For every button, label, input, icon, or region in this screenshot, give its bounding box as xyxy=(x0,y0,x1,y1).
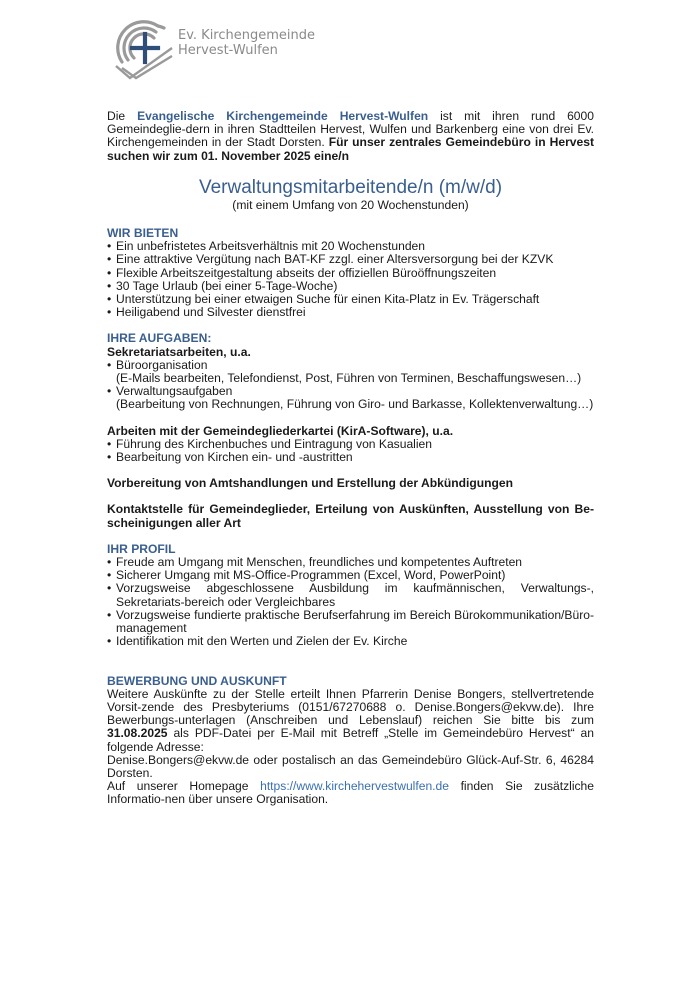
org-line-2: Hervest-Wulfen xyxy=(178,43,278,58)
apply-paragraph-3 xyxy=(107,780,594,806)
intro-paragraph xyxy=(107,110,594,163)
tasks-sub-1: Sekretariatsarbeiten, u.a. xyxy=(107,344,251,359)
profile-list xyxy=(107,556,594,648)
list-item: • Flexible Arbeitszeitgestaltung abseits der offiziellen Büroöffnungszeiten xyxy=(107,267,594,280)
job-posting xyxy=(107,110,594,807)
tasks-sub-3: Vorbereitung von Amtshandlungen und Erstellung der Abkündigungen xyxy=(107,476,514,491)
tasks-heading: IHRE AUFGABEN: xyxy=(107,331,212,346)
list-item: • Eine attraktive Vergütung nach BAT-KF zzgl. einer Altersversorgung bei der KZVK xyxy=(107,253,594,266)
profile-heading: IHR PROFIL xyxy=(107,541,176,556)
tasks-list-2 xyxy=(107,438,594,464)
apply-text: Weitere Auskünfte zu der Stelle erteilt Ihnen Pfarrerin Denise Bongers, stellvertretende Vorsit-zende des Presbyteriums (0151/67270688 o. Denise.Bongers@ekvw.de). Ihre Bewerbungs-unterlagen (Anschreiben und Lebenslauf) reichen Sie bitte bis zum xyxy=(107,686,594,728)
org-name: Evangelische Kirchengemeinde Hervest-Wulfen xyxy=(137,109,429,123)
apply-paragraph-2: Denise.Bongers@ekvw.de oder postalisch an das Gemeindebüro Glück-Auf-Str. 6, 46284 Dorsten. xyxy=(107,752,594,780)
list-item: • Ein unbefristetes Arbeitsverhältnis mit 20 Wochenstunden xyxy=(107,240,594,253)
apply-paragraph-1 xyxy=(107,688,594,754)
task-detail: (Bearbeitung von Rechnungen, Führung von Giro- und Barkasse, Kollektenverwaltung…) xyxy=(116,397,594,412)
task-label: • Büroorganisation xyxy=(116,357,208,372)
intro-bold: Für unser zentrales Gemeindebüro in Hervest suchen wir zum 01. November 2025 eine/n xyxy=(107,135,594,163)
homepage-text-2: finden Sie zusätzliche Informatio-nen über unsere Organisation. xyxy=(107,779,594,807)
apply-text-2: als PDF-Datei per E-Mail mit Betreff „Stelle im Gemeindebüro Hervest“ an folgende Adresse: xyxy=(107,726,594,754)
list-item: • Führung des Kirchenbuches und Eintragung von Kasualien xyxy=(107,438,594,451)
task-detail: (E-Mails bearbeiten, Telefondienst, Post, Führen von Terminen, Beschaffungswesen…) xyxy=(116,371,582,386)
deadline-date: 31.08.2025 xyxy=(107,726,168,741)
list-item: • Sicherer Umgang mit MS-Office-Programmen (Excel, Word, PowerPoint) xyxy=(107,569,594,582)
tasks-sub-4: Kontaktstelle für Gemeindeglieder, Erteilung von Auskünften, Ausstellung von Be-scheinigungen aller Art xyxy=(107,502,594,530)
intro-text-2: ist mit ihren rund 6000 Gemeindeglie-dern in ihren Stadtteilen Hervest, Wulfen und Barkenberg eine von drei Ev. Kirchengemeinden in der Stadt Dorsten. xyxy=(107,109,594,150)
homepage-text: Auf unserer Homepage xyxy=(107,779,261,794)
homepage-link[interactable]: https://www.kirchehervestwulfen.de xyxy=(260,779,449,794)
intro-text: Die xyxy=(107,109,138,123)
job-title: Verwaltungsmitarbeitende/n (m/w/d) xyxy=(198,176,503,198)
list-item: • Unterstützung bei einer etwaigen Suche für einen Kita-Platz in Ev. Trägerschaft xyxy=(107,293,594,306)
list-item: • 30 Tage Urlaub (bei einer 5-Tage-Woche) xyxy=(107,280,594,293)
org-wordmark xyxy=(178,28,315,58)
tasks-sub-2: Arbeiten mit der Gemeindegliederkartei (KirA-Software), u.a. xyxy=(107,423,454,438)
org-line-1: Ev. Kirchengemeinde xyxy=(178,28,315,43)
list-item: • Freude am Umgang mit Menschen, freundliches und kompetentes Auftreten xyxy=(107,556,594,569)
list-item: • Heiligabend und Silvester dienstfrei xyxy=(107,306,594,319)
task-label: • Verwaltungsaufgaben xyxy=(116,384,233,399)
list-item xyxy=(107,359,594,385)
job-subtitle: (mit einem Umfang von 20 Wochenstunden) xyxy=(232,197,469,212)
tasks-list-1 xyxy=(107,359,594,412)
offer-list xyxy=(107,240,594,319)
list-item: • Identifikation mit den Werten und Zielen der Ev. Kirche xyxy=(107,635,594,648)
offer-heading: WIR BIETEN xyxy=(107,226,179,241)
list-item: • Bearbeitung von Kirchen ein- und -austritten xyxy=(107,451,594,464)
list-item xyxy=(107,385,594,411)
list-item: • Vorzugsweise abgeschlossene Ausbildung im kaufmännischen, Verwaltungs-, Sekretariats-bereich oder Vergleichbares xyxy=(107,582,594,608)
list-item: • Vorzugsweise fundierte praktische Berufserfahrung im Bereich Bürokommunikation/Büro-management xyxy=(107,609,594,635)
apply-heading: BEWERBUNG UND AUSKUNFT xyxy=(107,673,287,688)
